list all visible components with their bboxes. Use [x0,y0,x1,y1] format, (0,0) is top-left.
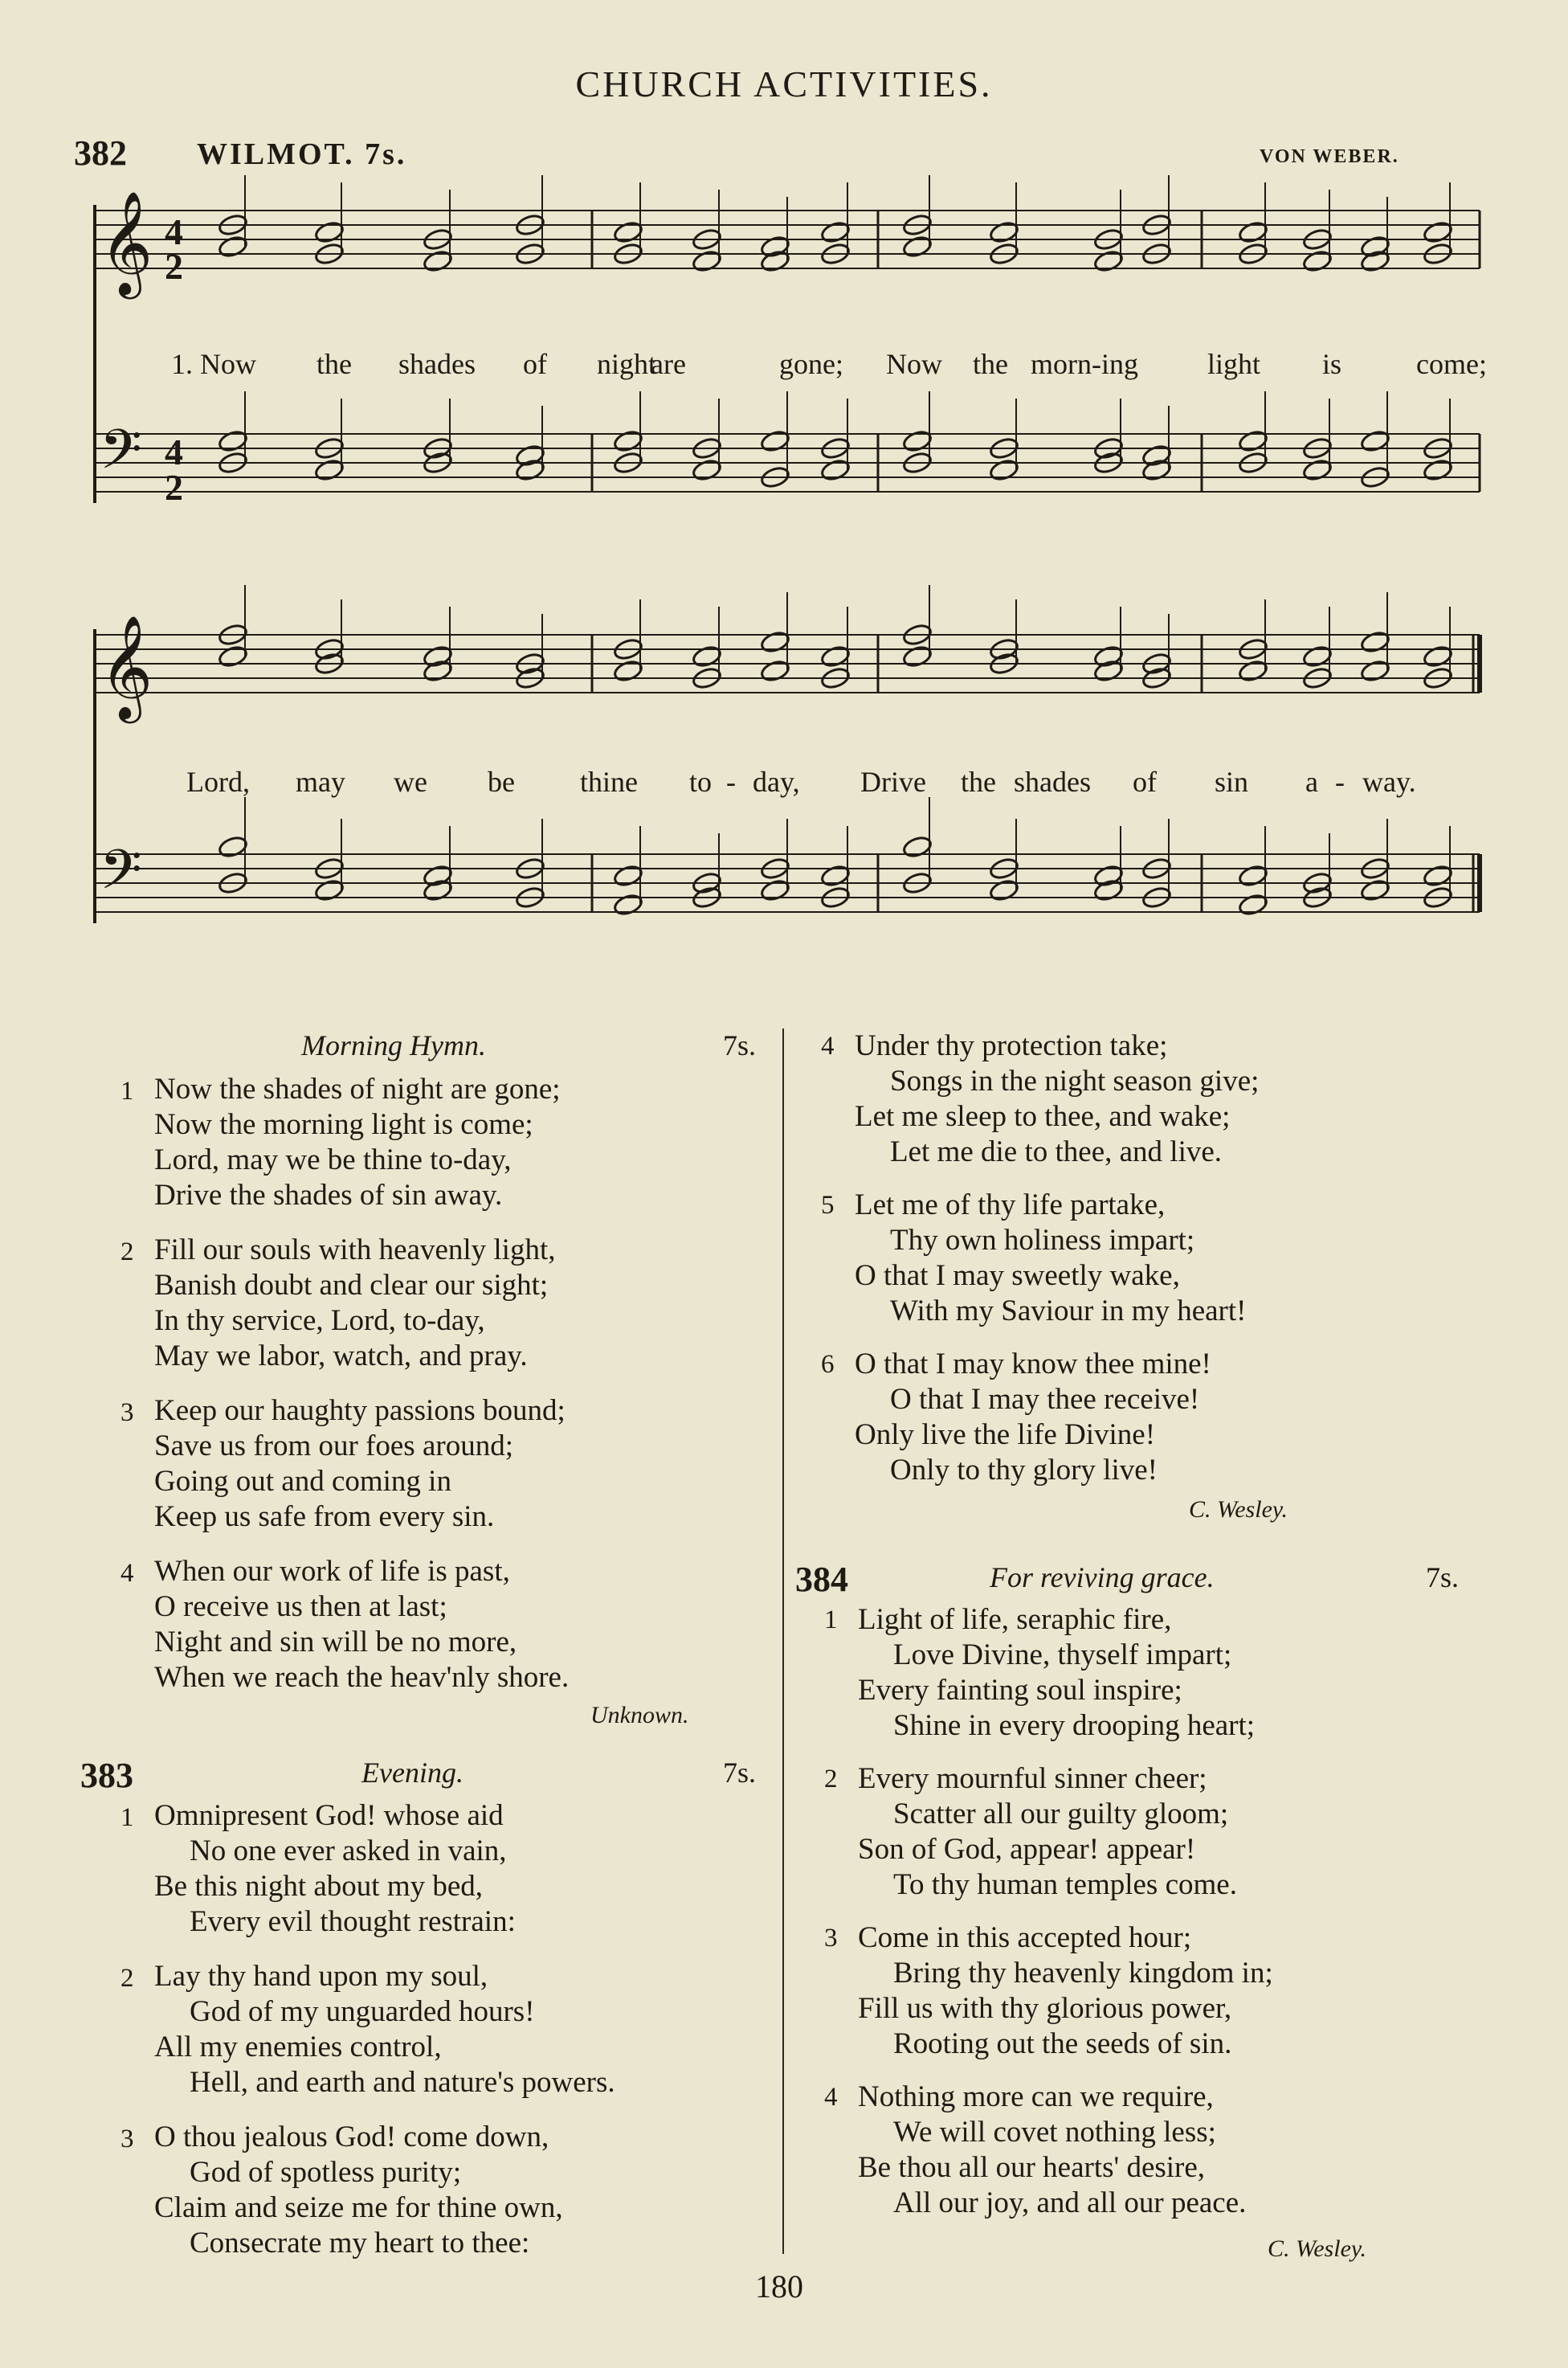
note-head [989,878,1020,902]
stanza-line: Son of God, appear! appear! [858,1833,1196,1866]
note-head [692,458,723,482]
note-head [613,659,644,683]
note-head [613,220,644,244]
note-head [1093,249,1125,273]
lyric-syllable: the [316,348,352,380]
lyric-syllable: we [394,766,427,798]
note-head [1238,864,1269,888]
time-signature-bottom-bass: 2 [165,467,183,508]
note-head [1238,659,1269,683]
note-head [1302,644,1333,669]
note-head [1360,659,1391,683]
stanza [824,2080,1247,2221]
lyric-syllable: shades [398,348,476,380]
stanza-line: Nothing more can we require, [858,2080,1214,2113]
stanza-line: Only to thy glory live! [890,1454,1158,1487]
stanza-number: 4 [120,1559,134,1588]
stanza-line: When our work of life is past, [154,1555,510,1588]
stanza [120,1554,570,1695]
note-head [314,458,345,482]
hymn-382-number: 382 [74,133,127,173]
stanza-line: When we reach the heav'nly shore. [154,1661,570,1694]
stanza-line: Every mournful sinner cheer; [858,1762,1207,1795]
note-head [902,235,933,259]
composer: VON WEBER. [1260,146,1399,167]
hymn-384-title: For reviving grace. [990,1561,1215,1593]
lyric-syllable: Now [886,348,942,380]
lyric-syllable: come; [1416,348,1487,380]
note-head [218,235,249,259]
hymn-383-author: C. Wesley. [1189,1496,1288,1523]
note-head [1302,249,1333,273]
stanza-line: Save us from our foes around; [154,1429,513,1462]
stanza-line: Only live the life Divine! [855,1418,1156,1451]
tune-name: WILMOT. 7s. [197,137,407,171]
lyric-syllable: morn-ing [1031,348,1138,380]
stanza [120,1233,556,1374]
stanza-number: 1 [120,1077,134,1106]
hymn-384-author: C. Wesley. [1268,2235,1367,2262]
stanza-line: Lord, may we be thine to-day, [154,1143,512,1176]
lyric-syllable: - [1335,766,1345,798]
note-head [760,659,791,683]
stanza [120,1959,615,2100]
bass-clef: 𝄢 [100,419,142,495]
stanza-line: Light of life, seraphic fire, [858,1603,1172,1636]
treble-clef: 𝄞 [100,615,153,719]
time-signature-bottom-treble: 2 [165,246,183,287]
note-head [1238,893,1269,917]
stanza-line: Drive the shades of sin away. [154,1179,503,1212]
lyric-syllable: the [961,766,996,798]
stanza-line: O thou jealous God! come down, [154,2121,549,2153]
stanza-line: Consecrate my heart to thee: [190,2227,530,2260]
lyric-syllable: way. [1362,766,1416,798]
lyric-syllable: thine [580,766,638,798]
lyric-syllable: shades [1014,766,1091,798]
hymn-383-meter: 7s. [723,1757,757,1789]
stanza-line: Let me sleep to thee, and wake; [855,1100,1231,1133]
note-head [820,458,851,482]
note-head [1360,630,1391,654]
stanza-line: Rooting out the seeds of sin. [893,2027,1232,2060]
note-head [820,644,851,669]
stanza [824,1602,1256,1744]
stanza-line: With my Saviour in my heart! [890,1294,1247,1327]
stanza-line: Night and sin will be no more, [154,1626,517,1658]
stanza [821,1029,1260,1170]
lyric-syllable: Lord, [186,766,250,798]
morning-hymn-author: Unknown. [590,1702,689,1728]
stanza-line: God of spotless purity; [190,2156,462,2189]
note-head [989,220,1020,244]
lyric-syllable: be [488,766,515,798]
stanza-number: 6 [821,1350,835,1379]
page-header: CHURCH ACTIVITIES. [575,63,993,104]
stanza-line: Shine in every drooping heart; [893,1709,1256,1742]
stanza-line: Omnipresent God! whose aid [154,1799,504,1832]
stanza-line: Thy own holiness impart; [890,1224,1195,1257]
lyric-syllable: to [689,766,713,798]
note-head [760,630,791,654]
note-head [1238,429,1269,453]
stanza-number: 3 [824,1924,838,1953]
stanza-line: In thy service, Lord, to-day, [154,1304,485,1337]
stanza [821,1188,1247,1329]
lyric-syllable: sin [1215,766,1249,798]
note-head [820,864,851,888]
hymn-383-number: 383 [80,1756,133,1795]
music-score [0,0,1568,964]
stanza-line: O that I may thee receive! [890,1383,1200,1416]
page-number: 180 [755,2268,803,2305]
stanza-line: Be thou all our hearts' desire, [858,2151,1206,2184]
stanza-number: 2 [120,1237,134,1266]
note-head [1423,644,1454,669]
morning-hymn-title: Morning Hymn. [301,1029,486,1061]
stanza-line: All my enemies control, [154,2031,442,2063]
stanza-line: Come in this accepted hour; [858,1921,1192,1954]
stanza-line: God of my unguarded hours! [190,1995,535,2028]
hymn-383-title: Evening. [361,1757,463,1789]
lyric-syllable: is [1322,348,1342,380]
stanza-line: Scatter all our guilty gloom; [893,1797,1229,1830]
note-head [1423,864,1454,888]
lyric-syllable: may [296,766,345,798]
note-head [218,644,249,669]
stanza-number: 2 [120,1964,134,1993]
stanza [120,1798,516,1940]
lyric-syllable: are [651,348,686,380]
lyric-syllable: of [1133,766,1157,798]
stanza-line: O that I may sweetly wake, [855,1259,1180,1292]
stanza-number: 4 [824,2083,838,2112]
note-head [902,835,933,859]
lyric-syllable: Drive [860,766,926,798]
note-head [692,249,723,273]
stanza-line: Claim and seize me for thine own, [154,2191,563,2224]
lyric-syllable: a [1305,766,1318,798]
stanza-number: 2 [824,1765,838,1793]
lyric-syllable: night [597,348,657,380]
stanza-line: To thy human temples come. [893,1868,1237,1901]
column-divider [782,1029,784,2254]
note-head [1238,220,1269,244]
lyric-syllable: the [973,348,1008,380]
stanza-line: Now the shades of night are gone; [154,1073,561,1106]
stanza-line: All our joy, and all our peace. [893,2186,1247,2219]
note-head [613,893,644,917]
note-head [760,429,791,453]
note-head [423,249,454,273]
note-head [613,864,644,888]
stanza-line: May we labor, watch, and pray. [154,1339,528,1372]
stanza-line: O that I may know thee mine! [855,1348,1211,1380]
stanza [120,1072,561,1213]
note-head [1360,429,1391,453]
stanza-line: Lay thy hand upon my soul, [154,1960,488,1993]
stanza-line: Bring thy heavenly kingdom in; [893,1957,1273,1990]
lyric-syllable: day, [753,766,800,798]
note-head [218,429,249,453]
stanza-line: Every fainting soul inspire; [858,1674,1182,1707]
time-signature-top-bass: 4 [165,431,183,472]
stanza-line: O receive us then at last; [154,1590,447,1623]
stanza-line: Fill us with thy glorious power, [858,1992,1232,2025]
note-head [1423,458,1454,482]
treble-clef: 𝄞 [100,190,153,295]
stanza-line: Songs in the night season give; [890,1065,1260,1098]
stanza [824,1920,1273,2062]
note-head [314,220,345,244]
note-head [989,458,1020,482]
note-head [820,220,851,244]
note-head [1302,458,1333,482]
stanza-line: Under thy protection take; [855,1029,1168,1062]
stanza-line: We will covet nothing less; [893,2116,1216,2149]
stanza-line: No one ever asked in vain, [190,1834,507,1867]
stanza-line: Every evil thought restrain: [190,1905,516,1938]
bass-clef: 𝄢 [100,839,142,915]
stanza-number: 1 [120,1803,134,1832]
note-head [1423,220,1454,244]
lyric-syllable: - [726,766,736,798]
hymn-384-number: 384 [795,1560,848,1599]
stanza-line: Fill our souls with heavenly light, [154,1233,556,1266]
stanza [821,1347,1211,1488]
note-head [1360,878,1391,902]
stanza [824,1761,1237,1903]
stanza-line: Be this night about my bed, [154,1870,484,1903]
stanza-line: Love Divine, thyself impart; [893,1638,1232,1671]
note-head [314,878,345,902]
note-head [218,835,249,859]
note-head [760,878,791,902]
stanza-line: Hell, and earth and nature's powers. [190,2066,615,2099]
stanza-line: Keep us safe from every sin. [154,1500,495,1533]
note-head [902,429,933,453]
stanza-number: 5 [821,1191,835,1220]
morning-hymn-meter: 7s. [723,1029,757,1061]
lyric-syllable: of [523,348,547,380]
note-head [692,644,723,669]
stanza-line: Let me die to thee, and live. [890,1135,1223,1168]
stanza-number: 3 [120,1398,134,1427]
stanza-line: Now the morning light is come; [154,1108,533,1141]
stanza [120,1393,566,1535]
stanza-number: 4 [821,1032,835,1061]
lyric-syllable: 1. Now [171,348,256,380]
stanza [120,2120,563,2261]
lyric-syllable: light [1207,348,1261,380]
stanza-line: Going out and coming in [154,1465,451,1498]
time-signature-top-treble: 4 [165,211,183,252]
stanza-line: Let me of thy life partake, [855,1188,1166,1221]
stanza-line: Banish doubt and clear our sight; [154,1269,549,1302]
note-head [613,429,644,453]
stanza-number: 3 [120,2125,134,2153]
lyric-syllable: gone; [779,348,843,380]
stanza-number: 1 [824,1605,838,1634]
note-head [902,644,933,669]
stanza-line: Keep our haughty passions bound; [154,1394,566,1427]
hymn-384-meter: 7s. [1426,1561,1460,1593]
